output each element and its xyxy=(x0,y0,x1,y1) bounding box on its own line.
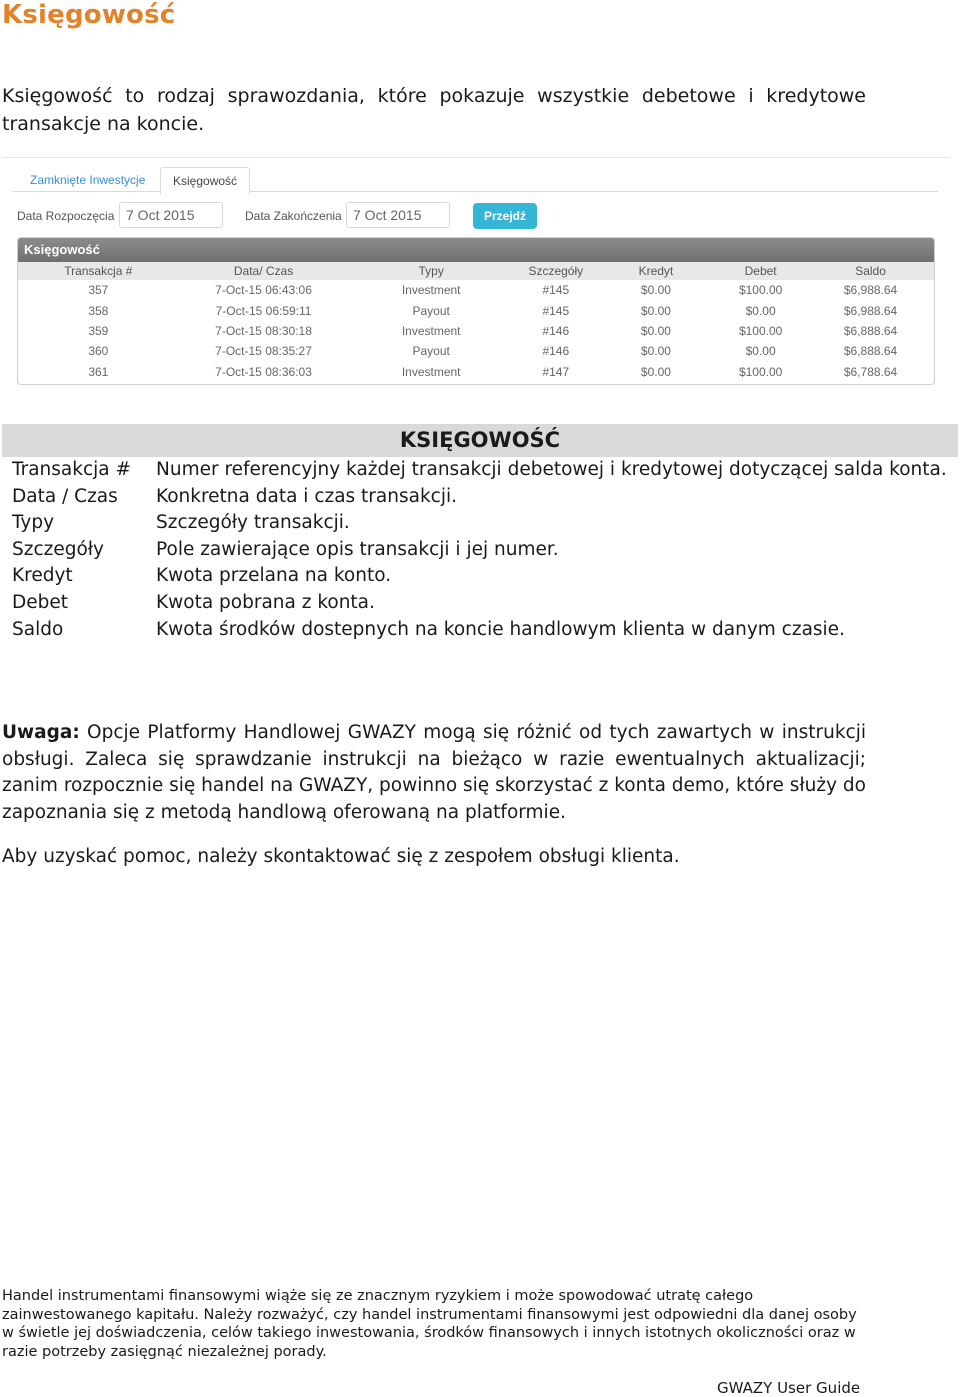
cell-datetime: 7-Oct-15 08:35:27 xyxy=(215,344,312,359)
cell-details: #146 xyxy=(542,344,570,359)
start-date-input[interactable] xyxy=(119,202,223,228)
definition-desc: Pole zawierające opis transakcji i jej numer. xyxy=(156,538,559,560)
ledger-panel-title: Księgowość xyxy=(18,238,934,262)
cell-details: #147 xyxy=(542,364,570,379)
cell-details: #146 xyxy=(542,323,570,338)
cell-balance: $6,788.64 xyxy=(843,364,898,379)
col-header-datetime[interactable]: Data/ Czas xyxy=(179,262,349,280)
cell-transaction: 359 xyxy=(88,323,109,338)
cell-credit: $0.00 xyxy=(640,344,671,359)
definition-desc: Kwota przelana na konto. xyxy=(156,565,392,587)
start-date-label: Data Rozpoczęcia xyxy=(17,209,115,223)
cell-credit: $0.00 xyxy=(640,364,671,379)
cell-credit: $0.00 xyxy=(640,323,671,338)
cell-credit: $0.00 xyxy=(640,283,671,298)
col-header-credit[interactable]: Kredyt xyxy=(598,262,715,280)
table-row xyxy=(18,341,934,361)
definitions-title-text: KSIĘGOWOŚĆ xyxy=(399,428,561,452)
cell-balance: $6,888.64 xyxy=(843,344,898,359)
cell-balance: $6,988.64 xyxy=(843,283,898,298)
cell-type: Payout xyxy=(412,303,450,318)
tab-accounting[interactable]: Księgowość xyxy=(160,167,250,195)
definition-row xyxy=(2,457,958,484)
note-label: Uwaga: xyxy=(2,722,80,743)
cell-transaction: 358 xyxy=(88,303,109,318)
definition-term: Kredyt xyxy=(12,565,73,587)
col-header-details[interactable]: Szczegóły xyxy=(514,262,598,280)
ledger-screenshot xyxy=(2,157,950,389)
footer-guide-title: GWAZY User Guide xyxy=(717,1379,861,1397)
col-header-transaction[interactable]: Transakcja # xyxy=(18,262,179,280)
table-row xyxy=(18,300,934,320)
ledger-panel xyxy=(17,237,935,385)
definition-desc: Szczegóły transakcji. xyxy=(156,512,350,534)
cell-debit: $0.00 xyxy=(745,303,776,318)
cell-type: Investment xyxy=(401,283,461,298)
tab-bar xyxy=(12,161,938,192)
col-header-type[interactable]: Typy xyxy=(348,262,513,280)
definition-desc: Konkretna data i czas transakcji. xyxy=(156,485,457,507)
divider xyxy=(2,157,950,158)
table-row xyxy=(18,280,934,300)
cell-credit: $0.00 xyxy=(640,303,671,318)
cell-datetime: 7-Oct-15 08:36:03 xyxy=(215,364,312,379)
definition-term: Typy xyxy=(12,512,55,534)
ledger-table xyxy=(18,262,934,382)
table-row xyxy=(18,321,934,341)
cell-transaction: 360 xyxy=(88,344,109,359)
cell-debit: $100.00 xyxy=(738,364,783,379)
cell-balance: $6,888.64 xyxy=(843,323,898,338)
tab-closed-investments[interactable]: Zamknięte Inwestycje xyxy=(30,173,146,187)
definition-row xyxy=(2,617,958,644)
table-row xyxy=(18,362,934,382)
definition-term: Transakcja # xyxy=(12,459,131,480)
definitions-table xyxy=(2,424,958,643)
cell-type: Payout xyxy=(412,344,450,359)
definition-desc: Kwota pobrana z konta. xyxy=(156,591,375,613)
cell-details: #145 xyxy=(542,303,570,318)
definition-row xyxy=(2,590,958,617)
cell-datetime: 7-Oct-15 08:30:18 xyxy=(215,323,312,338)
intro-paragraph: Księgowość to rodzaj sprawozdania, które pokazuje wszystkie debetowe i kredytowe transakcje na koncie. xyxy=(2,85,866,135)
definition-term: Debet xyxy=(12,591,69,613)
cell-type: Investment xyxy=(401,323,461,338)
definition-row xyxy=(2,537,958,564)
col-header-balance[interactable]: Saldo xyxy=(807,262,934,280)
definition-row xyxy=(2,510,958,537)
cell-debit: $100.00 xyxy=(738,323,783,338)
help-paragraph: Aby uzyskać pomoc, należy skontaktować się z zespołem obsługi klienta. xyxy=(2,846,680,867)
cell-transaction: 357 xyxy=(88,283,109,298)
go-button[interactable]: Przejdź xyxy=(473,203,537,229)
cell-balance: $6,988.64 xyxy=(843,303,898,318)
cell-debit: $0.00 xyxy=(745,344,776,359)
definition-term: Szczegóły xyxy=(12,538,104,560)
end-date-input[interactable] xyxy=(346,202,450,228)
ledger-header-row xyxy=(18,262,934,280)
definition-row xyxy=(2,563,958,590)
cell-debit: $100.00 xyxy=(738,283,783,298)
col-header-debit[interactable]: Debet xyxy=(714,262,807,280)
risk-disclaimer: Handel instrumentami finansowymi wiąże się ze znacznym ryzykiem i może spowodować utratę całego zainwestowanego kapitału. Należy rozważyć, czy handel instrumentami finansowymi jest odpowiedni dla danej osoby w świetle jej doświadczenia, celów takiego inwestowania, środków finansowych i innych istotnych okoliczności oraz w razie potrzeby zasięgnąć niezależnej porady. xyxy=(2,1288,857,1360)
definitions-title xyxy=(2,424,958,457)
definition-desc: Kwota środków dostepnych na koncie handlowym klienta w danym czasie. xyxy=(156,618,845,640)
cell-type: Investment xyxy=(401,364,461,379)
definition-term: Data / Czas xyxy=(12,485,118,507)
end-date-label: Data Zakończenia xyxy=(245,209,342,223)
definition-term: Saldo xyxy=(12,618,64,640)
note-paragraph xyxy=(2,720,866,826)
cell-datetime: 7-Oct-15 06:59:11 xyxy=(215,303,312,318)
cell-details: #145 xyxy=(542,283,570,298)
definition-desc: Numer referencyjny każdej transakcji debetowej i kredytowej dotyczącej salda konta. xyxy=(156,459,947,480)
note-text: Opcje Platformy Handlowej GWAZY mogą się różnić od tych zawartych w instrukcji obsługi. Zaleca się sprawdzanie instrukcji na bieżąco w razie ewentualnych aktualizacji; zanim rozpocznie się handel na GWAZY, powinno się skorzystać z konta demo, które służy do zapoznania się z metodą handlową oferowaną na platformie. xyxy=(2,722,866,823)
page-title: Księgowość xyxy=(2,0,176,30)
definition-row xyxy=(2,484,958,511)
cell-transaction: 361 xyxy=(88,364,109,379)
cell-datetime: 7-Oct-15 06:43:06 xyxy=(215,283,312,298)
